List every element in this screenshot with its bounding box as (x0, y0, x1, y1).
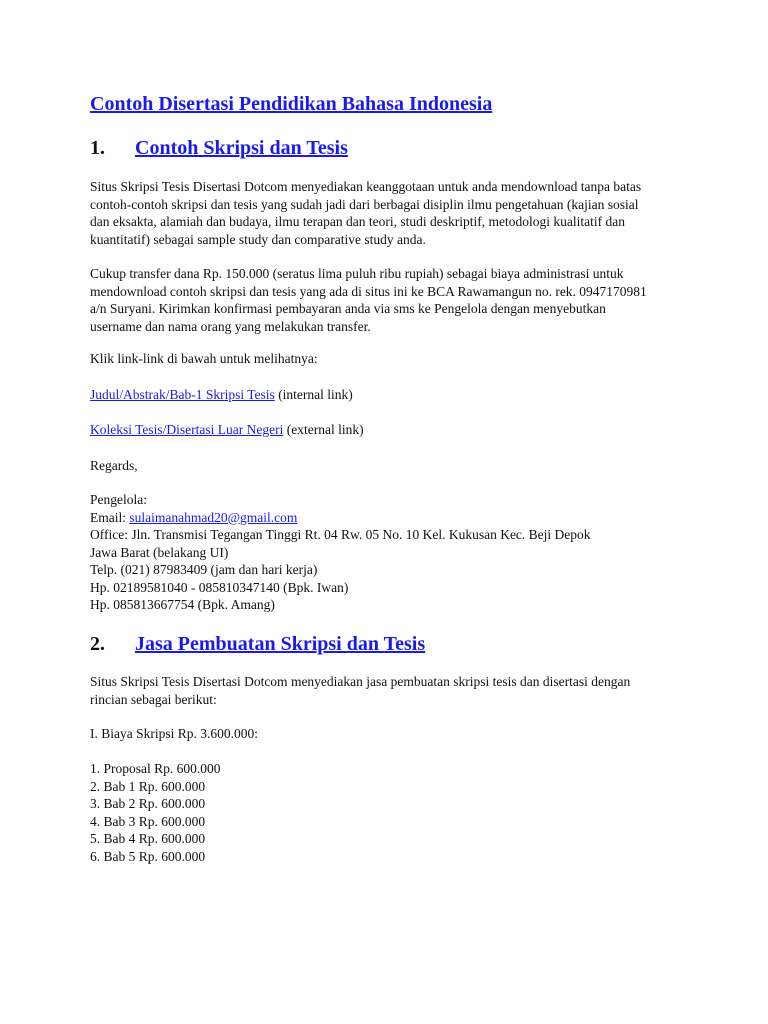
hp-line-1: Hp. 02189581040 - 085810347140 (Bpk. Iwan) (90, 579, 349, 595)
email-line (90, 509, 591, 527)
document-page (90, 88, 710, 864)
list-item: 1. Proposal Rp. 600.000 (90, 761, 221, 776)
external-link[interactable]: Koleksi Tesis/Disertasi Luar Negeri (90, 422, 284, 437)
section-1-paragraph-3: Klik link-link di bawah untuk melihatnya: (90, 351, 318, 366)
section-2-number: 2. (90, 633, 105, 655)
contact-block (90, 491, 591, 614)
list-item: 6. Bab 5 Rp. 600.000 (90, 848, 206, 864)
document-title-link[interactable]: Contoh Disertasi Pendidikan Bahasa Indonesia (90, 93, 493, 115)
section-2-heading-link[interactable]: Jasa Pembuatan Skripsi dan Tesis (135, 633, 426, 655)
biaya-skripsi-heading: I. Biaya Skripsi Rp. 3.600.000: (90, 726, 258, 741)
list-item: 4. Bab 3 Rp. 600.000 (90, 813, 206, 829)
email-label: Email: (90, 509, 130, 525)
list-item: 2. Bab 1 Rp. 600.000 (90, 778, 206, 794)
internal-link-suffix: (internal link) (274, 387, 353, 402)
external-link-suffix: (external link) (283, 422, 364, 437)
pengelola-label: Pengelola: (90, 492, 147, 507)
hp-line-2: Hp. 085813667754 (Bpk. Amang) (90, 597, 275, 612)
section-2-heading (90, 630, 425, 658)
email-link[interactable]: sulaimanahmad20@gmail.com (129, 509, 298, 525)
telp-line: Telp. (021) 87983409 (jam dan hari kerja) (90, 562, 318, 577)
section-2-paragraph-1: Situs Skripsi Tesis Disertasi Dotcom menyediakan jasa pembuatan skripsi tesis dan disertasi dengan rincian sebagai berikut: (90, 674, 631, 707)
biaya-list (90, 760, 221, 865)
section-1-heading (90, 134, 348, 162)
section-1-heading-link[interactable]: Contoh Skripsi dan Tesis (135, 137, 348, 159)
internal-link[interactable]: Judul/Abstrak/Bab-1 Skripsi Tesis (90, 387, 275, 402)
section-1-number: 1. (90, 137, 105, 159)
document-title-row (90, 88, 710, 120)
external-link-line (90, 421, 364, 439)
list-item: 3. Bab 2 Rp. 600.000 (90, 796, 206, 811)
regards-text: Regards, (90, 458, 138, 473)
office-line-2: Jawa Barat (belakang UI) (90, 544, 229, 560)
internal-link-line (90, 386, 353, 404)
document-title (90, 88, 710, 120)
section-1-paragraph-2: Cukup transfer dana Rp. 150.000 (seratus lima puluh ribu rupiah) sebagai biaya administrasi untuk mendownload contoh skripsi dan tesis yang ada di situs ini ke BCA Rawamangun no. rek. 0947170981 a/n Suryani. Kirimkan konfirmasi pembayaran anda via sms ke Pengelola dengan menyebutkan username dan nama orang yang melakukan transfer. (90, 266, 647, 334)
office-line-1: Office: Jln. Transmisi Tegangan Tinggi Rt. 04 Rw. 05 No. 10 Kel. Kukusan Kec. Beji Depok (90, 527, 591, 542)
section-1-paragraph-1: Situs Skripsi Tesis Disertasi Dotcom menyediakan keanggotaan untuk anda mendownload tanpa batas contoh-contoh skripsi dan tesis yang sudah jadi dari berbagai disiplin ilmu pengetahuan (kajian sosial dan eksakta, alamiah dan budaya, ilmu terapan dan teori, studi deskriptif, metodologi kualitatif dan kuantitatif) sebagai sample study dan comparative study anda. (90, 179, 642, 247)
list-item: 5. Bab 4 Rp. 600.000 (90, 831, 206, 846)
